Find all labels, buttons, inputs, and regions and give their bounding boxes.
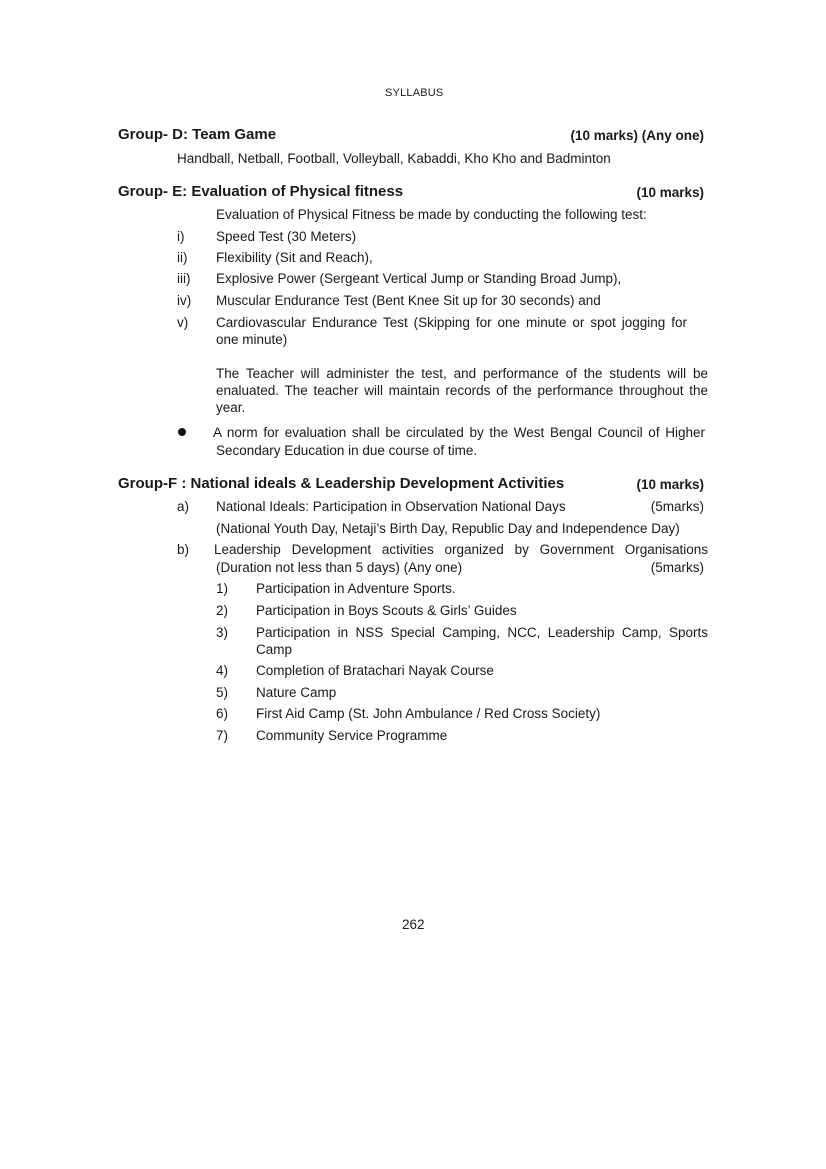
activity-number: 7): [216, 728, 229, 743]
item-b-text: Leadership Development activities organized by Government Organisations: [214, 542, 708, 557]
test-number: i): [177, 229, 185, 244]
teacher-paragraph-line: year.: [216, 400, 246, 415]
group-d-marks: (10 marks) (Any one): [570, 128, 704, 143]
test-item: Muscular Endurance Test (Bent Knee Sit up for 30 seconds) and: [216, 293, 601, 308]
group-d-games: Handball, Netball, Football, Volleyball, Kabaddi, Kho Kho and Badminton: [177, 151, 611, 166]
teacher-paragraph-line: enaluated. The teacher will maintain records of the performance throughout the: [216, 383, 708, 398]
test-item: Explosive Power (Sergeant Vertical Jump or Standing Broad Jump),: [216, 271, 622, 286]
teacher-paragraph-line: The Teacher will administer the test, and performance of the students will be: [216, 366, 708, 381]
activity-item: Community Service Programme: [256, 728, 448, 743]
activity-number: 6): [216, 706, 229, 721]
item-b-label: b): [177, 542, 190, 557]
group-e-title: Group- E: Evaluation of Physical fitness: [118, 183, 404, 200]
activity-item-continued: Camp: [256, 642, 293, 657]
bullet-icon: [178, 428, 186, 436]
activity-item: Participation in Boys Scouts & Girls’ Guides: [256, 603, 517, 618]
activity-number: 3): [216, 625, 229, 640]
group-d-title: Group- D: Team Game: [118, 126, 277, 143]
item-a-subtext: (National Youth Day, Netaji’s Birth Day, Republic Day and Independence Day): [216, 521, 680, 536]
activity-item: Completion of Bratachari Nayak Course: [256, 663, 494, 678]
test-item: Cardiovascular Endurance Test (Skipping for one minute or spot jogging for: [216, 315, 687, 330]
group-e-marks: (10 marks): [636, 185, 704, 200]
group-e-intro: Evaluation of Physical Fitness be made by conducting the following test:: [216, 207, 647, 222]
test-item: Flexibility (Sit and Reach),: [216, 250, 373, 265]
activity-number: 2): [216, 603, 229, 618]
activity-item: Participation in NSS Special Camping, NCC, Leadership Camp, Sports: [256, 625, 708, 640]
page-header: SYLLABUS: [385, 87, 444, 99]
item-a-label: a): [177, 499, 190, 514]
test-number: ii): [177, 250, 188, 265]
norm-note-line: Secondary Education in due course of time.: [216, 443, 478, 458]
activity-item: Nature Camp: [256, 685, 337, 700]
norm-note-line: A norm for evaluation shall be circulated by the West Bengal Council of Higher: [213, 425, 705, 440]
activity-number: 1): [216, 581, 229, 596]
test-number: iii): [177, 271, 191, 286]
test-number: iv): [177, 293, 192, 308]
test-number: v): [177, 315, 189, 330]
item-a-marks: (5marks): [650, 499, 704, 514]
group-f-title: Group-F : National ideals & Leadership Development Activities: [118, 475, 565, 492]
activity-number: 4): [216, 663, 229, 678]
item-b-marks: (5marks): [650, 560, 704, 575]
activity-item: Participation in Adventure Sports.: [256, 581, 456, 596]
test-item-continued: one minute): [216, 332, 288, 347]
page-number: 262: [402, 917, 425, 932]
item-b-text-continued: (Duration not less than 5 days) (Any one): [216, 560, 463, 575]
activity-item: First Aid Camp (St. John Ambulance / Red Cross Society): [256, 706, 601, 721]
group-f-marks: (10 marks): [636, 477, 704, 492]
activity-number: 5): [216, 685, 229, 700]
test-item: Speed Test (30 Meters): [216, 229, 357, 244]
item-a-text: National Ideals: Participation in Observation National Days: [216, 499, 566, 514]
